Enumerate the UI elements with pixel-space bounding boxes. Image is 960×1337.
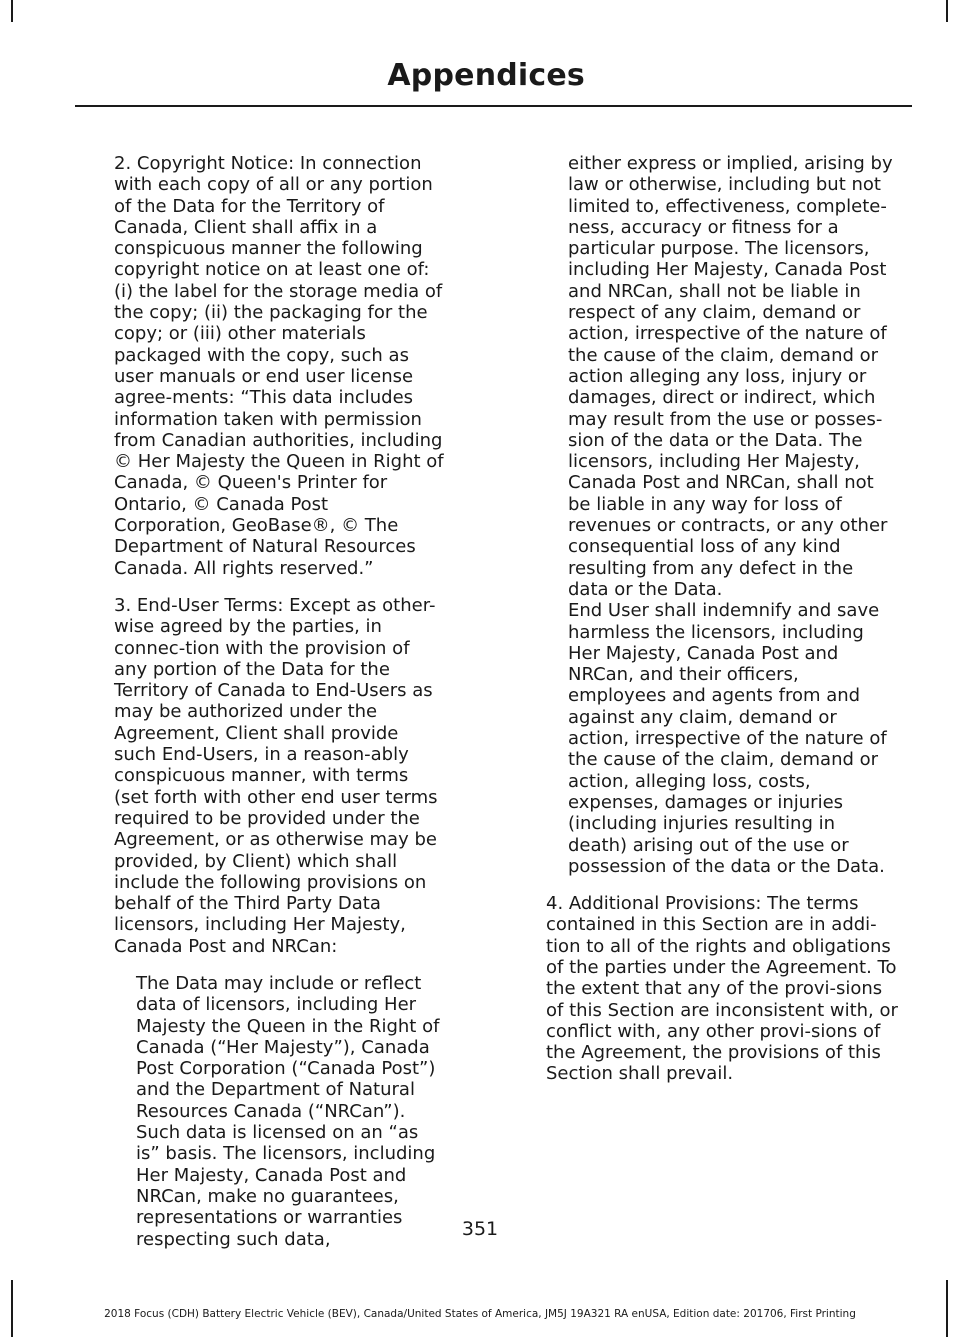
copyright-notice-paragraph: 2. Copyright Notice: In connection with each copy of all or any portion of the Data for the Territory of Canada, Client shall affix in a conspicuous manner the following copyright notice on at least one of: (i) the label for the storage media of the copy; (ii) the packaging for the copy; or (iii) other materials packaged with the copy, such as user manuals or end user license agree-ments: “This data includes information taken with permission from Canadian authorities, including © Her Majesty the Queen in Right of Canada, © Queen's Printer for Ontario, © Canada Post Corporation, GeoBase®, © The Department of Natural Resources Canada. All rights reserved.” xyxy=(114,153,444,579)
end-user-terms-paragraph: 3. End-User Terms: Except as other-wise agreed by the parties, in connec-tion with the provision of any portion of the Data for the Territory of Canada to End-Users as may be authorized under the Agreement, Client shall provide such End-Users, in a reason-ably conspicuous manner, with terms (set forth with other end user terms required to be provided under the Agreement, or as otherwise may be provided, by Client) which shall include the following provisions on behalf of the Third Party Data licensors, including Her Majesty, Canada Post and NRCan: xyxy=(114,594,438,957)
header-rule xyxy=(75,105,912,107)
page-number: 351 xyxy=(461,1218,499,1240)
crop-mark-top-right xyxy=(946,0,948,22)
page-title: Appendices xyxy=(387,58,585,93)
right-column xyxy=(546,153,898,1101)
warranty-continuation-paragraph: either express or implied, arising by law or otherwise, including but not limited to, effectiveness, complete-ness, accuracy or fitness for a particular purpose. The licensors, including Her Majesty, Canada Post and NRCan, shall not be liable in respect of any claim, demand or action, irrespective of the nature of the cause of the claim, demand or action alleging any loss, injury or damages, direct or indirect, which may result from the use or posses-sion of the data or the Data. The licensors, including Her Majesty, Canada Post and NRCan, shall not be liable in any way for loss of revenues or contracts, or any other consequential loss of any kind resulting from any defect in the data or the Data. xyxy=(568,153,893,600)
crop-mark-top-left xyxy=(11,0,13,22)
indemnify-paragraph: End User shall indemnify and save harmless the licensors, including Her Majesty, Canada Post and NRCan, and their officers, employees and agents from and against any claim, demand or action, irrespective of the nature of the cause of the claim, demand or action, alleging loss, costs, expenses, damages or injuries (including injuries resulting in death) arising out of the use or possession of the data or the Data. xyxy=(568,600,887,877)
footer-text: 2018 Focus (CDH) Battery Electric Vehicle (BEV), Canada/United States of America, JM5J 19A321 RA enUSA, Edition date: 201706, First Printing xyxy=(104,1308,856,1320)
left-column xyxy=(114,153,444,1266)
data-licensors-paragraph: The Data may include or reflect data of licensors, including Her Majesty the Queen in the Right of Canada (“Her Majesty”), Canada Post Corporation (“Canada Post”) and the Department of Natural Resources Canada (“NRCan”). Such data is licensed on an “as is” basis. The licensors, including Her Majesty, Canada Post and NRCan, make no guarantees, representations or warranties respecting such data, xyxy=(136,972,440,1250)
additional-provisions-paragraph: 4. Additional Provisions: The terms contained in this Section are in addi-tion to all of the rights and obligations of the parties under the Agreement. To the extent that any of the provi-sions of this Section are inconsistent with, or conflict with, any other provi-sions of the Agreement, the provisions of this Section shall prevail. xyxy=(546,893,898,1085)
